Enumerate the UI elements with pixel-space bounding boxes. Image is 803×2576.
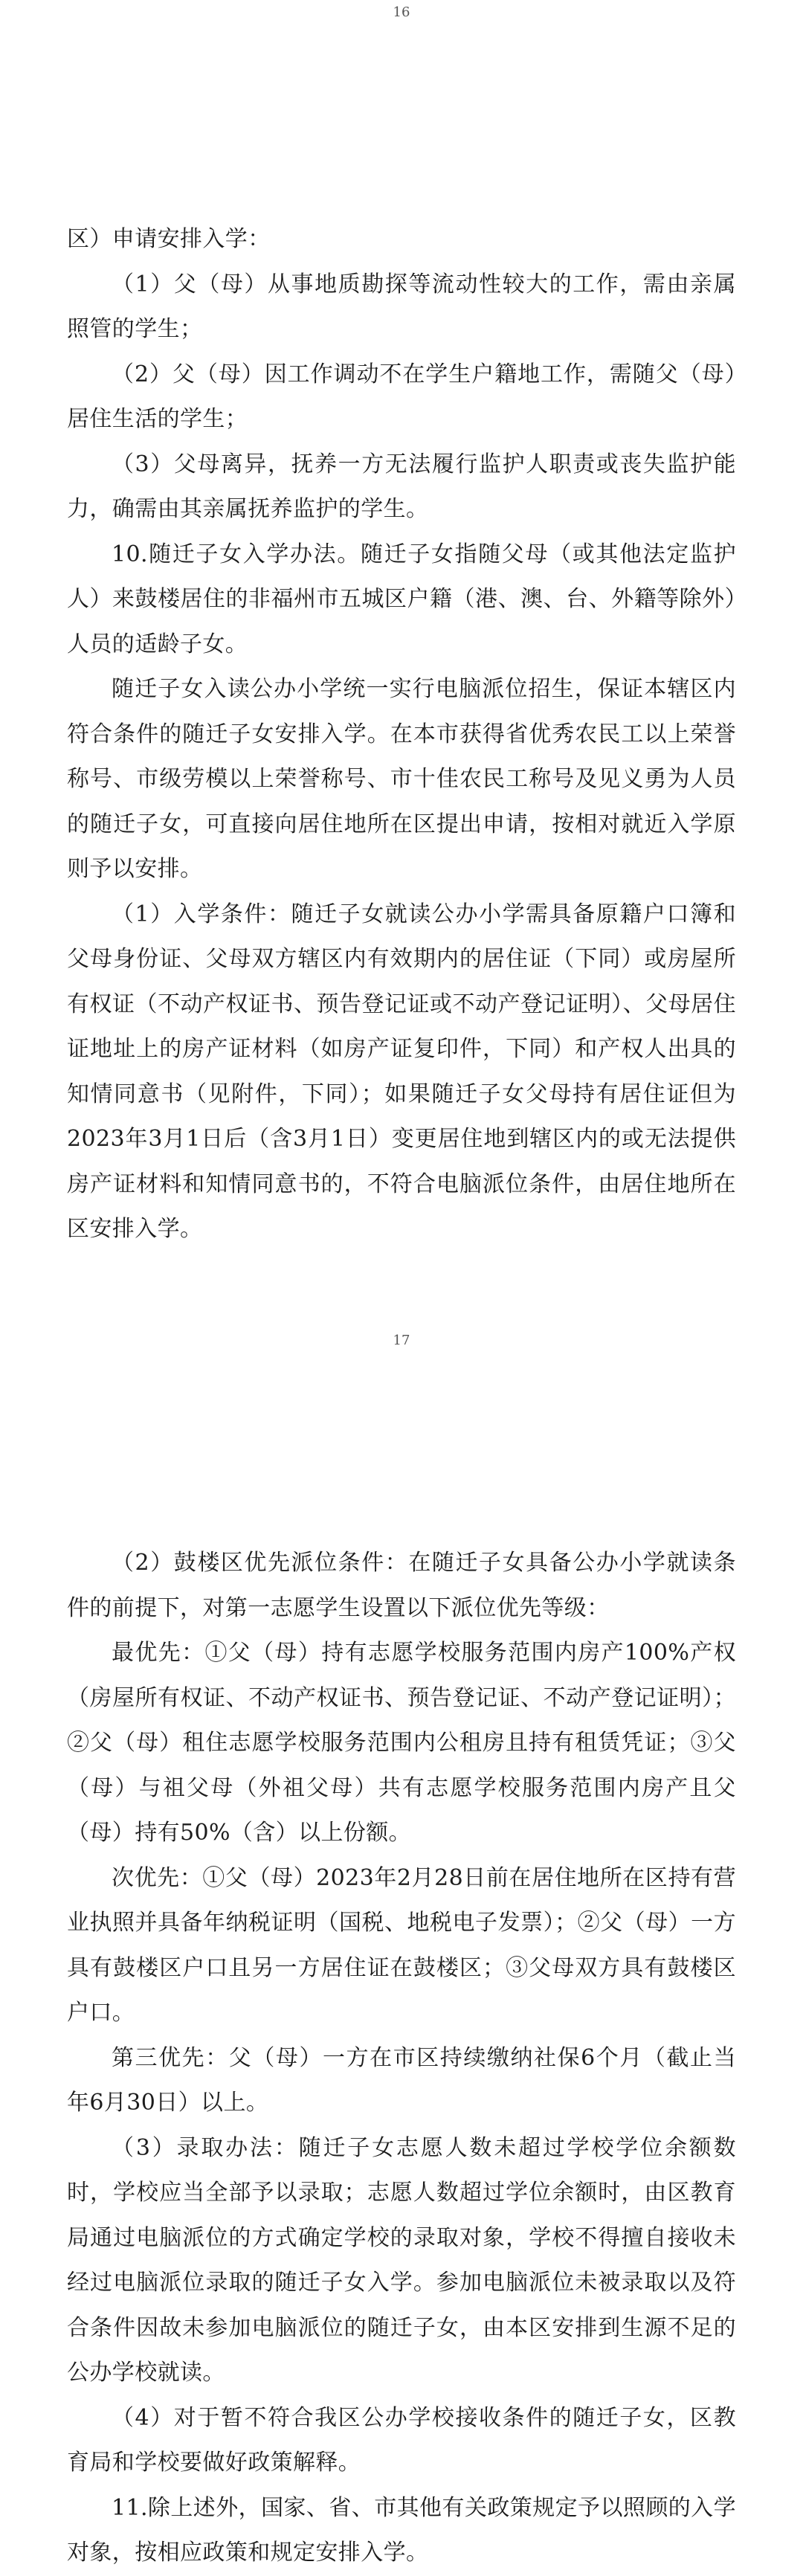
page-number: 17 [393, 1333, 410, 1348]
page-number: 16 [393, 4, 410, 20]
paragraph: 随迁子女入读公办小学统一实行电脑派位招生，保证本辖区内符合条件的随迁子女安排入学。在本市获得省优秀农民工以上荣誉称号、市级劳模以上荣誉称号、市十佳农民工称号及见义勇为人员的随迁子女，可直接向居住地所在区提出申请，按相对就近入学原则予以安排。 [67, 676, 736, 882]
paragraph: （2）父（母）因工作调动不在学生户籍地工作，需随父（母）居住生活的学生； [67, 361, 736, 432]
paragraph: 区）申请安排入学： [67, 226, 271, 252]
paragraph: （1）入学条件：随迁子女就读公办小学需具备原籍户口簿和父母身份证、父母双方辖区内有效期内的居住证（下同）或房屋所有权证（不动产权证书、预告登记证或不动产登记证明）、父母居住证地址上的房产证材料（如房产证复印件，下同）和产权人出具的知情同意书（见附件，下同）；如果随迁子女父母持有居住证但为2023年3月1日后（含3月1日）变更居住地到辖区内的或无法提供房产证材料和知情同意书的，不符合电脑派位条件，由居住地所在区安排入学。 [67, 901, 736, 1242]
paragraph: （2）鼓楼区优先派位条件：在随迁子女具备公办小学就读条件的前提下，对第一志愿学生设置以下派位优先等级： [67, 1550, 736, 1621]
paragraph: （4）对于暂不符合我区公办学校接收条件的随迁子女，区教育局和学校要做好政策解释。 [67, 2404, 736, 2476]
paragraph: 11.除上述外，国家、省、市其他有关政策规定予以照顾的入学对象，按相应政策和规定安排入学。 [67, 2494, 736, 2566]
paragraph: 最优先：①父（母）持有志愿学校服务范围内房产100%产权（房屋所有权证、不动产权证书、预告登记证、不动产登记证明）；②父（母）租住志愿学校服务范围内公租房且持有租赁凭证；③父（母）与祖父母（外祖父母）共有志愿学校服务范围内房产且父（母）持有50%（含）以上份额。 [67, 1640, 736, 1846]
page-16-body [67, 217, 736, 1252]
paragraph: （3）录取办法：随迁子女志愿人数未超过学校学位余额数时，学校应当全部予以录取；志愿人数超过学位余额时，由区教育局通过电脑派位的方式确定学校的录取对象，学校不得擅自接收未经过电脑派位录取的随迁子女入学。参加电脑派位未被录取以及符合条件因故未参加电脑派位的随迁子女，由本区安排到生源不足的公办学校就读。 [67, 2134, 736, 2386]
paragraph: 次优先：①父（母）2023年2月28日前在居住地所在区持有营业执照并具备年纳税证明（国税、地税电子发票）；②父（母）一方具有鼓楼区户口且另一方居住证在鼓楼区；③父母双方具有鼓楼区户口。 [67, 1864, 736, 2026]
paragraph: （3）父母离异，抚养一方无法履行监护人职责或丧失监护能力，确需由其亲属抚养监护的学生。 [67, 451, 736, 522]
paragraph: 10.随迁子女入学办法。随迁子女指随父母（或其他法定监护人）来鼓楼居住的非福州市五城区户籍（港、澳、台、外籍等除外）人员的适龄子女。 [67, 541, 736, 657]
paragraph: 第三优先：父（母）一方在市区持续缴纳社保6个月（截止当年6月30日）以上。 [67, 2044, 736, 2116]
page-17-body [67, 1541, 736, 2576]
paragraph: （1）父（母）从事地质勘探等流动性较大的工作，需由亲属照管的学生； [67, 271, 736, 342]
